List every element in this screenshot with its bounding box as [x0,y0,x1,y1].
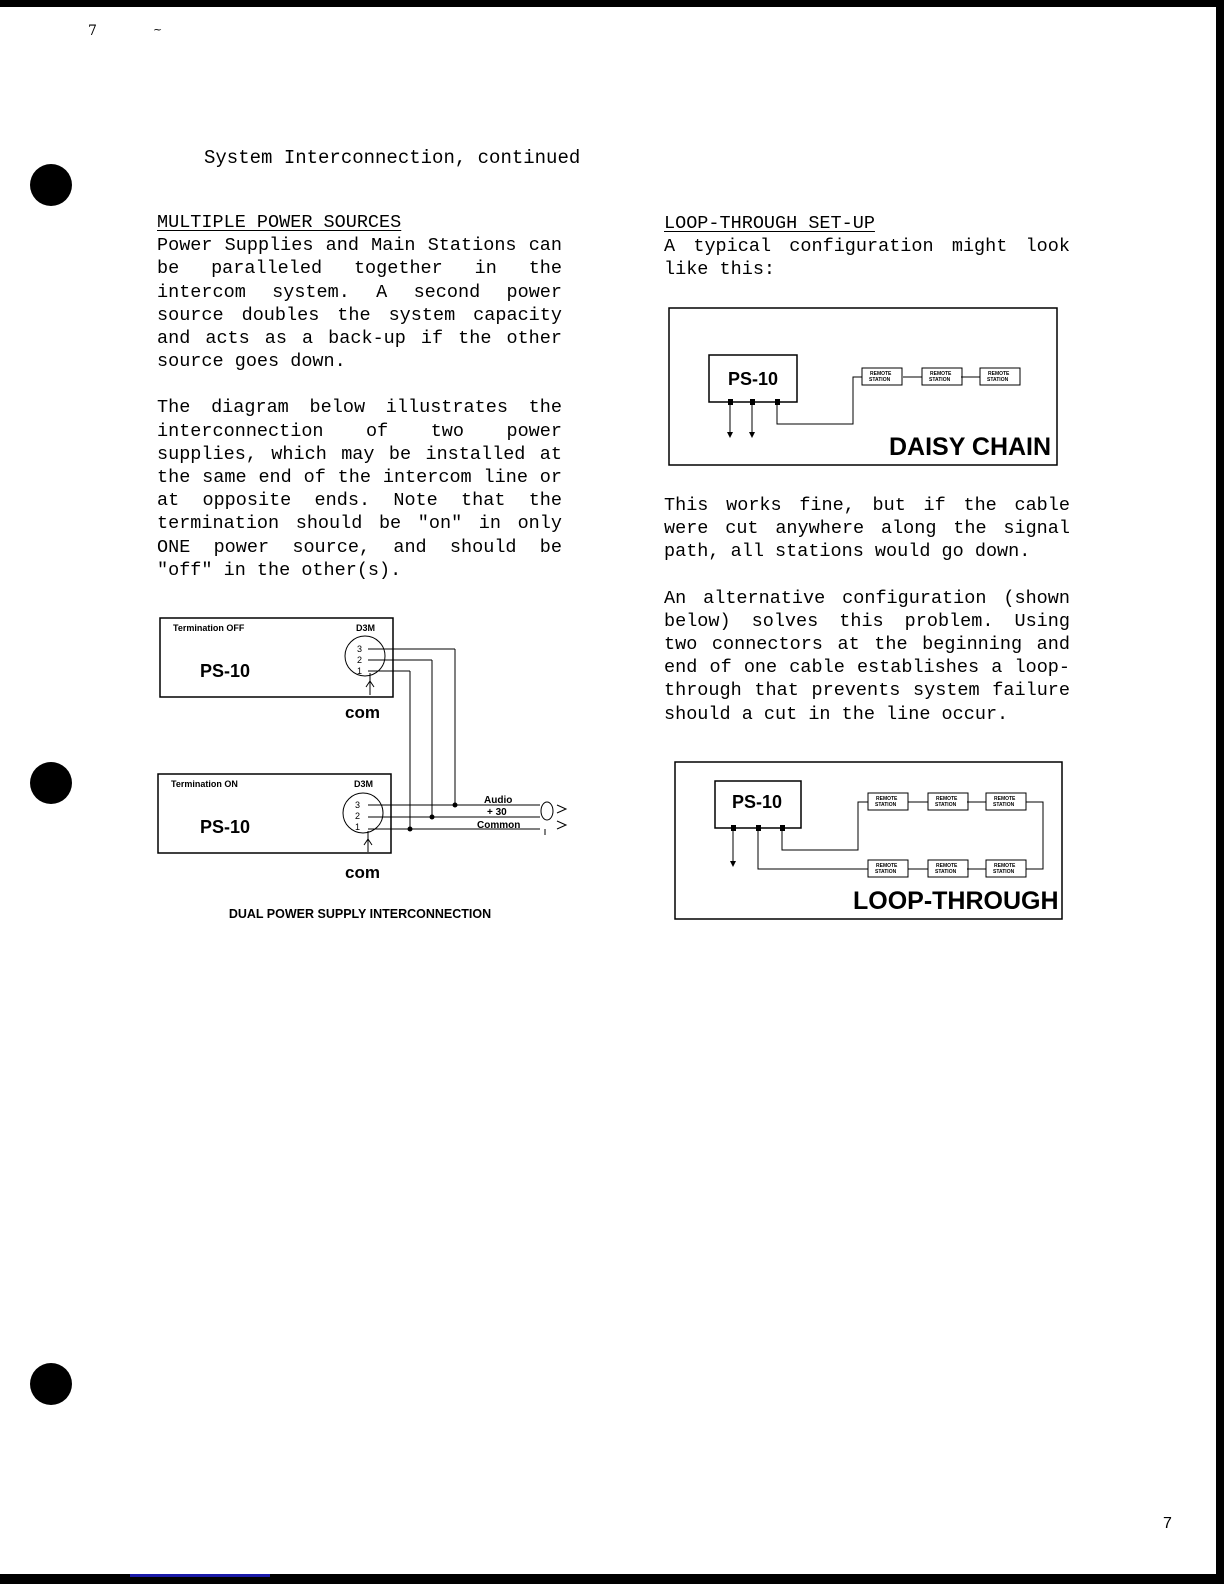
daisy-station-1-label-bottom: STATION [869,377,891,383]
daisy-station-3-label-top: REMOTE [988,371,1010,377]
loop-station-5-label-bottom: STATION [935,869,957,875]
daisy-station-2-label-top: REMOTE [930,371,952,377]
pin-wires-top [368,649,455,695]
pin-1-top: 1 [357,666,363,676]
common-line-label: Common [477,820,521,831]
header-mark-left: 7 [88,23,97,39]
loop-station-2-label-bottom: STATION [935,802,957,808]
termination-off-label: Termination OFF [173,623,245,633]
daisy-chain-diagram [669,308,1057,465]
daisy-station-1-label-top: REMOTE [870,371,892,377]
ps10-label-top: PS-10 [200,661,251,681]
loop-output-arrow [730,861,736,867]
power-line-label: + 30 [487,807,507,818]
daisy-ps10-label: PS-10 [728,369,779,389]
junction-common [408,827,413,832]
loop-station-3-label-bottom: STATION [993,802,1015,808]
right-paragraph-1: This works fine, but if the cable were cut anywhere along the signal path, all stations would go down. [664,495,1070,563]
loop-station-2-label-top: REMOTE [936,796,958,802]
parallel-wires [410,649,455,829]
loop-station-5-label-top: REMOTE [936,863,958,869]
right-column-bottom [664,494,1070,726]
loop-station-1-label-top: REMOTE [876,796,898,802]
loop-station-links [908,802,1043,869]
section-title-loop-through: LOOP-THROUGH SET-UP [664,213,875,234]
daisy-pin-3 [775,399,780,405]
right-intro: A typical configuration might look like this: [664,236,1070,281]
left-paragraph-1: Power Supplies and Main Stations can be paralleled together in the intercom system. A second power source doubles the system capacity and acts as a back-up if the other source goes down. [157,235,562,373]
termination-on-label: Termination ON [171,779,238,789]
com-label-bottom: com [345,863,380,882]
scan-edge-strip [130,1574,270,1577]
right-paragraph-2: An alternative configuration (shown below) solves this problem. Using two connectors at the beginning and end of one cable establishes a loop-through that prevents system failure should a cut in the line occur. [664,587,1070,725]
d3m-label-bottom: D3M [354,779,374,789]
loop-station-1-label-bottom: STATION [875,802,897,808]
page-number: 7 [1163,1515,1172,1532]
left-paragraph-2: The diagram below illustrates the interconnection of two power supplies, which may be installed at the same end of the intercom line or at opposite ends. Note that the termination should be "on" in only ONE power source, and should be "off" in the other(s). [157,397,562,581]
pin-1-bottom: 1 [355,822,361,832]
com-label-top: com [345,703,380,722]
loop-station-4-label-top: REMOTE [876,863,898,869]
loop-station-3-label-top: REMOTE [994,796,1016,802]
xlr-connector-top [345,636,385,676]
cable-shield-symbol [541,802,553,820]
daisy-pin-1 [728,399,733,405]
loop-ps10-label: PS-10 [732,792,783,812]
document-page [0,7,1216,1574]
page-title: System Interconnection, continued [204,147,581,169]
loop-station-4-label-bottom: STATION [875,869,897,875]
pin-3-bottom: 3 [355,800,361,810]
section-title-multiple-power-sources: MULTIPLE POWER SOURCES [157,212,402,233]
audio-line-label: Audio [484,795,513,806]
loop-station-6-label-top: REMOTE [994,863,1016,869]
xlr-connector-bottom [343,793,383,833]
daisy-chain-title: DAISY CHAIN [889,433,1052,461]
d3m-label-top: D3M [356,623,376,633]
loop-through-title: LOOP-THROUGH [853,887,1059,915]
pin-2-bottom: 2 [355,811,361,821]
loop-through-diagram [675,762,1062,919]
header-mark-right: ~ [153,23,163,36]
loop-station-6-label-bottom: STATION [993,869,1015,875]
pin-2-top: 2 [357,655,363,665]
diagram-caption: DUAL POWER SUPPLY INTERCONNECTION [228,907,492,921]
junction-audio [453,803,458,808]
daisy-station-3-label-bottom: STATION [987,377,1009,383]
daisy-pin-2 [750,399,755,405]
ps10-label-bottom: PS-10 [200,817,251,837]
junction-power [430,815,435,820]
pin-3-top: 3 [357,644,363,654]
right-column-top [664,212,1070,282]
daisy-station-2-label-bottom: STATION [929,377,951,383]
daisy-output-arrows [727,432,755,438]
